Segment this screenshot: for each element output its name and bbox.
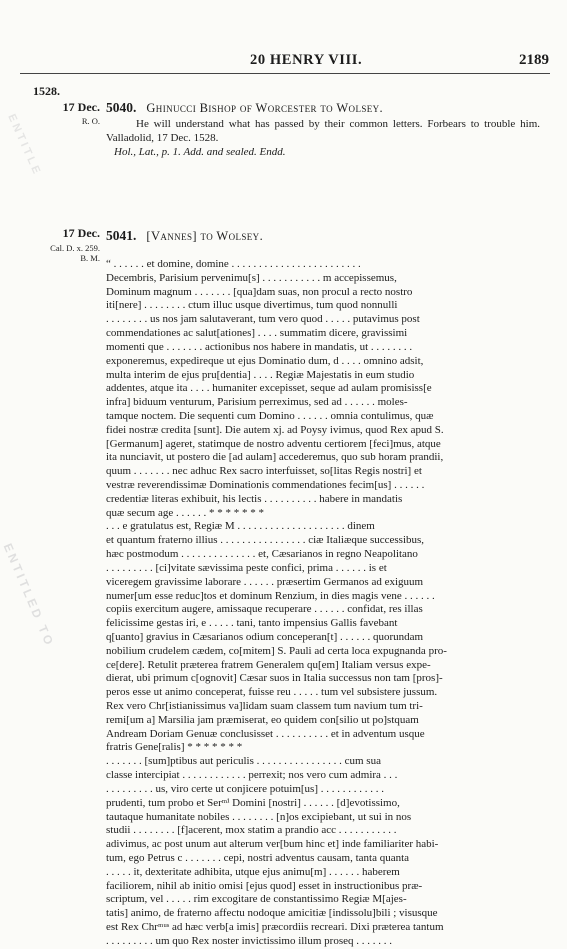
text-line: Rex vero Chr[istianissimus va]lidam suam classem tum navium tum tri-: [106, 700, 423, 712]
text-line: multa interim de ejus pru[dentia] . . . . Regiæ Majestatis in eum studio: [106, 368, 415, 381]
running-title: 20 HENRY VIII.: [250, 52, 363, 68]
text-line: Andream Doriam Genuæ conclusisset . . . . . . . . . . et in adventum usque: [106, 727, 425, 740]
text-line: . . . . . . . [sum]ptibus aut periculis . . . . . . . . . . . . . . . . cum sua: [106, 755, 381, 768]
text-line: hæc postmodum . . . . . . . . . . . . . . et, Cæsarianos in regno Neapolitano: [106, 548, 418, 561]
text-line: tatis] animo, de fraterno affectu nodoque amicitiæ [indissolu]bili ; visusque: [106, 907, 438, 920]
text-line: “ . . . . . . et domine, domine . . . . . . . . . . . . . . . . . . . . . . . .: [106, 258, 361, 270]
text-line: [Germanum] ageret, statimque de nostro adventu certiorem [feci]mus, atque: [106, 437, 441, 450]
text-line: adivimus, ac post unum aut alterum ver[bum hinc et] inde familiariter habi-: [106, 838, 439, 851]
text-line: infra] biduum venturum, Parisium perreximus, sed ad . . . . . . moles-: [106, 396, 408, 409]
entry-source-note: Hol., Lat., p. 1. Add. and sealed. Endd.: [114, 145, 286, 158]
text-line: dierat, ubi primum c[ognovit] Cæsar suos in Italia successus non tam [pros]-: [106, 672, 443, 685]
text-line: faciliorem, nihil ab initio omisi [ejus quod] esset in instructionibus præ-: [106, 879, 423, 892]
text-line: . . . . . . . . . [ci]vitate sævissima peste confici, prima . . . . . . is et: [106, 561, 387, 574]
watermark: ENTITLE: [5, 112, 44, 179]
text-line: quum . . . . . . . nec adhuc Rex sacro interfuisset, so[litas Regis nostri] et: [106, 465, 422, 478]
watermark: ENTITLED TO: [0, 541, 58, 650]
entry-title: [Vannes] to Wolsey.: [146, 229, 264, 243]
text-line: ce[dere]. Retulit præterea fratrem Generalem qu[em] Italiam versus expe-: [106, 658, 431, 671]
entry-number: 5041.: [106, 228, 137, 243]
text-line: copiis exercitum augere, amissaque recuperare . . . . . . confidat, res illas: [106, 603, 423, 616]
text-line: viceregem gravissime laborare . . . . . . præsertim Germanos ad exiguum: [106, 575, 424, 588]
text-line: credentiæ literas exhibuit, his lectis . . . . . . . . . . habere in mandatis: [106, 492, 403, 505]
year-heading: 1528.: [33, 84, 60, 98]
text-line: . . . . . . . . . us, viro certe ut conjicere potuim[us] . . . . . . . . . . . .: [106, 782, 385, 795]
text-line: classe intercipiat . . . . . . . . . . . . perrexit; nos vero cum admira . . .: [106, 769, 398, 782]
entry-number: 5040.: [106, 100, 137, 115]
entry-heading: [106, 100, 383, 116]
text-line: tamque noctem. Die sequenti cum Domino . . . . . . omnia contulimus, quæ: [106, 409, 434, 422]
text-line: studii . . . . . . . . [f]acerent, mox statim a prandio acc . . . . . . . . . . .: [106, 824, 397, 837]
text-line: Decembris, Parisium pervenimu[s] . . . . . . . . . . . m accepissemus,: [106, 271, 397, 284]
header-rule: [20, 73, 550, 74]
text-line: . . . . . . . . . um quo Rex noster invictissimo illum proseq . . . . . . .: [106, 934, 392, 947]
text-line: et quantum fraterno illius . . . . . . . . . . . . . . . . ciæ Italiæque successibus,: [106, 534, 425, 547]
entry-summary: He will understand what has passed by their common letters. Forbears to trouble him. Valladolid, 17 Dec. 1528.: [106, 118, 540, 144]
text-line: quæ secum age . . . . . . * * * * * * *: [106, 506, 264, 519]
entry-reference: Cal. D. x. 259. B. M.: [50, 243, 100, 263]
text-line: exponeremus, expedireque ut ejus Dominatio dum, d . . . . omnino adsit,: [106, 354, 424, 367]
entry-date: 17 Dec.: [62, 100, 100, 114]
text-line: peros esse ut animo conceperat, fuisse reu . . . . . tum vel subsistere jussum.: [106, 686, 438, 699]
entry-reference: R. O.: [81, 116, 100, 126]
text-line: iti[nere] . . . . . . . . ctum illuc usque divertimus, tum quod nonnulli: [106, 299, 398, 312]
text-line: commendationes ac salut[ationes] . . . . summatim dicere, gravissimi: [106, 327, 408, 340]
text-line: prudenti, tum probo et Serᵐⁱ Domini [nostri] . . . . . . [d]evotissimo,: [106, 796, 400, 809]
text-line: addentes, atque ita . . . . humaniter excepisset, seque ad aulam promisiss[e: [106, 382, 432, 395]
text-line: scriptum, vel . . . . . rim excogitare de constantissimo Regiæ M[ajes-: [106, 893, 407, 906]
letter-text: [106, 258, 538, 949]
text-line: . . . . . . . . us nos jam salutaverant, tum vero quod . . . . . putavimus post: [106, 313, 420, 326]
text-line: nobilium crudelem cædem, co[mitem] S. Pauli ad certa loca expugnanda pro-: [106, 644, 447, 657]
text-line: ita nunciavit, ut postero die [ad aulam] accederemus, quo sub horam prandii,: [106, 451, 444, 464]
text-line: . . . e gratulatus est, Regiæ M . . . . . . . . . . . . . . . . . . . . dinem: [106, 520, 375, 533]
entry-heading: [106, 228, 263, 244]
text-line: q[uanto] gravius in Cæsarianos odium conceperan[t] . . . . . . quorundam: [106, 630, 424, 643]
text-line: Dominum magnum . . . . . . . [qua]dam suas, non procul a recto nostro: [106, 285, 413, 298]
text-line: numer[um esse reduc]tos et dominum Renzium, in dies magis vene . . . . . .: [106, 589, 435, 602]
page-number: 2189: [519, 52, 549, 68]
entry-date: 17 Dec.: [62, 226, 100, 240]
text-line: felicissime gestas iri, e . . . . . tani, tanto impensius Gallis favebant: [106, 617, 398, 630]
text-line: vestræ reverendissimæ Dominationis commendationes fecim[us] . . . . . .: [106, 479, 425, 491]
entry-summary-block: [106, 118, 540, 159]
text-line: . . . . . it, dexteritate adhibita, utque ejus animu[m] . . . . . . haberem: [106, 865, 400, 878]
text-line: fratris Gene[ralis] * * * * * * *: [106, 741, 243, 754]
text-line: tautaque humanitate nobiles . . . . . . . . [n]os excipiebant, ut sui in nos: [106, 810, 412, 823]
text-line: remi[um a] Marsilia jam præmiserat, eo quidem con[silio ut po]stquam: [106, 713, 419, 726]
text-line: est Rex Chrᵐᵘˢ ad hæc verb[a imis] præcordiis recreari. Dixi præterea tantum: [106, 921, 444, 933]
text-line: tum, ego Petrus c . . . . . . . cepi, nostri adventus causam, tanta quanta: [106, 851, 410, 864]
text-line: momenti que . . . . . . . actionibus nos habere in mandatis, ut . . . . . . . .: [106, 340, 413, 353]
text-line: fidei nostræ credita [sunt]. Die autem xj. ad Poysy ivimus, quod Rex apud S.: [106, 423, 444, 436]
page-header: [0, 52, 567, 74]
entry-title: Ghinucci Bishop of Worcester to Wolsey.: [146, 101, 384, 115]
